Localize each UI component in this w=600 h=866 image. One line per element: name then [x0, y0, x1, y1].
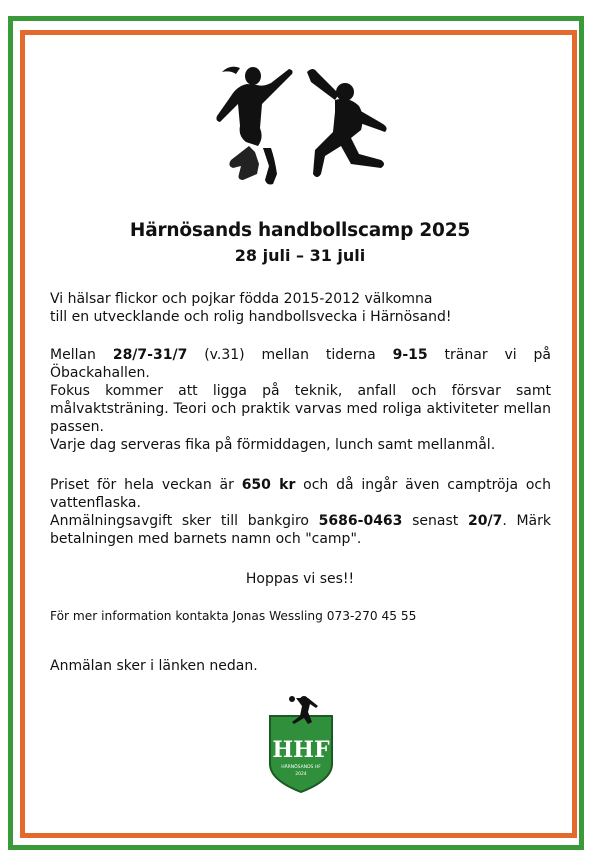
contact-info: För mer information kontakta Jonas Wessling 073-270 45 55	[50, 609, 417, 623]
logo-subtext: HÄRNÖSANDS HF	[281, 765, 321, 770]
fika-paragraph: Varje dag serveras fika på förmiddagen, lunch samt mellanmål.	[50, 437, 496, 453]
price-suffix: och då ingår även camptröja och vattenflaska.	[50, 477, 551, 511]
price-paragraph	[50, 476, 551, 512]
intro-line-2: till en utvecklande och rolig handbollsvecka i Härnösand!	[50, 309, 452, 325]
intro-paragraph	[50, 290, 551, 326]
payment-middle: senast	[402, 513, 468, 529]
schedule-date-range: 28/7-31/7	[112, 347, 188, 363]
schedule-week-times: (v.31) mellan tiderna	[187, 347, 393, 363]
male-player-silhouette	[307, 69, 387, 177]
handball-players-illustration	[195, 62, 415, 187]
payment-paragraph	[50, 512, 551, 548]
intro-line-1: Vi hälsar flickor och pojkar födda 2015-2012 välkomna	[50, 291, 433, 307]
schedule-suffix: tränar vi på Öbackahallen.	[50, 347, 552, 381]
payment-prefix: Anmälningsavgift sker till bankgiro	[50, 513, 319, 529]
schedule-prefix: Mellan	[50, 347, 113, 363]
signup-note: Anmälan sker i länken nedan.	[50, 658, 258, 674]
payment-deadline: 20/7	[467, 513, 503, 529]
price-prefix: Priset för hela veckan är	[50, 477, 242, 493]
schedule-paragraph	[50, 346, 551, 382]
schedule-hours: 9-15	[392, 347, 428, 363]
camp-dates: 28 juli – 31 juli	[234, 246, 366, 265]
page-title: Härnösands handbollscamp 2025	[129, 220, 471, 241]
club-logo	[266, 694, 336, 794]
logo-year: 2024	[295, 772, 307, 777]
logo-letters: HHF	[272, 737, 330, 763]
payment-suffix: . Märk betalningen med barnets namn och "camp".	[50, 513, 552, 547]
price-amount: 650 kr	[241, 477, 296, 493]
focus-paragraph: Fokus kommer att ligga på teknik, anfall och försvar samt målvaktsträning. Teori och praktik varvas med roliga aktiviteter mellan passen.	[50, 383, 551, 435]
closing-line: Hoppas vi ses!!	[245, 571, 355, 587]
payment-bankgiro: 5686-0463	[318, 513, 403, 529]
female-player-silhouette	[216, 67, 292, 185]
